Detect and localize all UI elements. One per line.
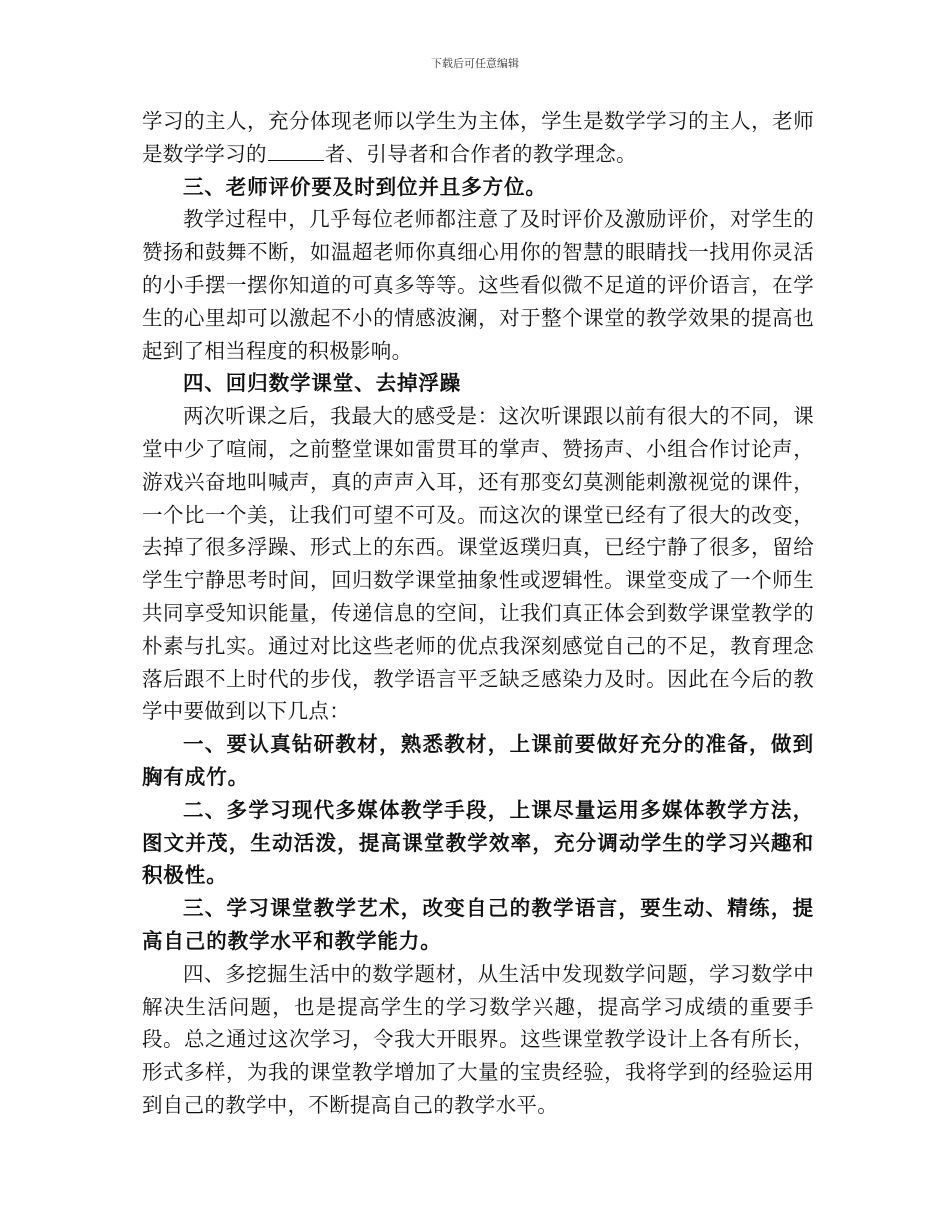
paragraph-evaluation: 教学过程中，几乎每位老师都注意了及时评价及激励评价，对学生的赞扬和鼓舞不断，如温超老师你真细心用你的智慧的眼睛找一找用你灵活的小手摆一摆你知道的可真多等等。这些看似微不足道的评价语言，在学生的心里却可以激起不小的情感波澜，对于整个课堂的教学效果的提高也起到了相当程度的积极影响。 (142, 207, 814, 363)
goal-item-3: 三、学习课堂教学艺术，改变自己的教学语言，要生动、精练，提高自己的教学水平和教学能力。 (142, 896, 814, 953)
page-header-watermark: 下载后可任意编辑 (431, 57, 519, 70)
section-heading-3: 三、老师评价要及时到位并且多方位。 (183, 174, 547, 199)
fill-in-blank (268, 144, 324, 161)
goal-item-2: 二、多学习现代多媒体教学手段，上课尽量运用多媒体教学方法，图文并茂，生动活泼，提高课堂教学效率，充分调动学生的学习兴趣和积极性。 (142, 797, 814, 888)
document-body (142, 105, 814, 1122)
goal-item-1: 一、要认真钻研教材，熟悉教材，上课前要做好充分的准备，做到胸有成竹。 (142, 732, 814, 789)
paragraph-text: 学习的主人，充分体现老师以学生为主体，学生是数学学习的主人，老师是数学学习的 (142, 109, 814, 166)
section-heading-4: 四、回归数学课堂、去掉浮躁 (183, 371, 462, 396)
paragraph-reflection: 两次听课之后，我最大的感受是：这次听课跟以前有很大的不同，课堂中少了喧闹，之前整堂课如雷贯耳的掌声、赞扬声、小组合作讨论声，游戏兴奋地叫喊声，真的声声入耳，还有那变幻莫测能刺激视觉的课件，一个比一个美，让我们可望不可及。而这次的课堂已经有了很大的改变，去掉了很多浮躁、形式上的东西。课堂返璞归真，已经宁静了很多，留给学生宁静思考时间，回归数学课堂抽象性或逻辑性。课堂变成了一个师生共同享受知识能量，传递信息的空间，让我们真正体会到数学课堂教学的朴素与扎实。通过对比这些老师的优点我深刻感觉自己的不足，教育理念落后跟不上时代的步伐，教学语言平乏缺乏感染力及时。因此在今后的教学中要做到以下几点： (142, 404, 814, 724)
paragraph-continuation (142, 105, 814, 171)
paragraph-text: 者、引导者和合作者的教学理念。 (324, 141, 637, 166)
goal-item-4: 四、多挖掘生活中的数学题材，从生活中发现数学问题，学习数学中解决生活问题，也是提高学生的学习数学兴趣，提高学习成绩的重要手段。总之通过这次学习，令我大开眼界。这些课堂教学设计上各有所长，形式多样，为我的课堂教学增加了大量的宝贵经验，我将学到的经验运用到自己的教学中，不断提高自己的教学水平。 (142, 961, 814, 1117)
